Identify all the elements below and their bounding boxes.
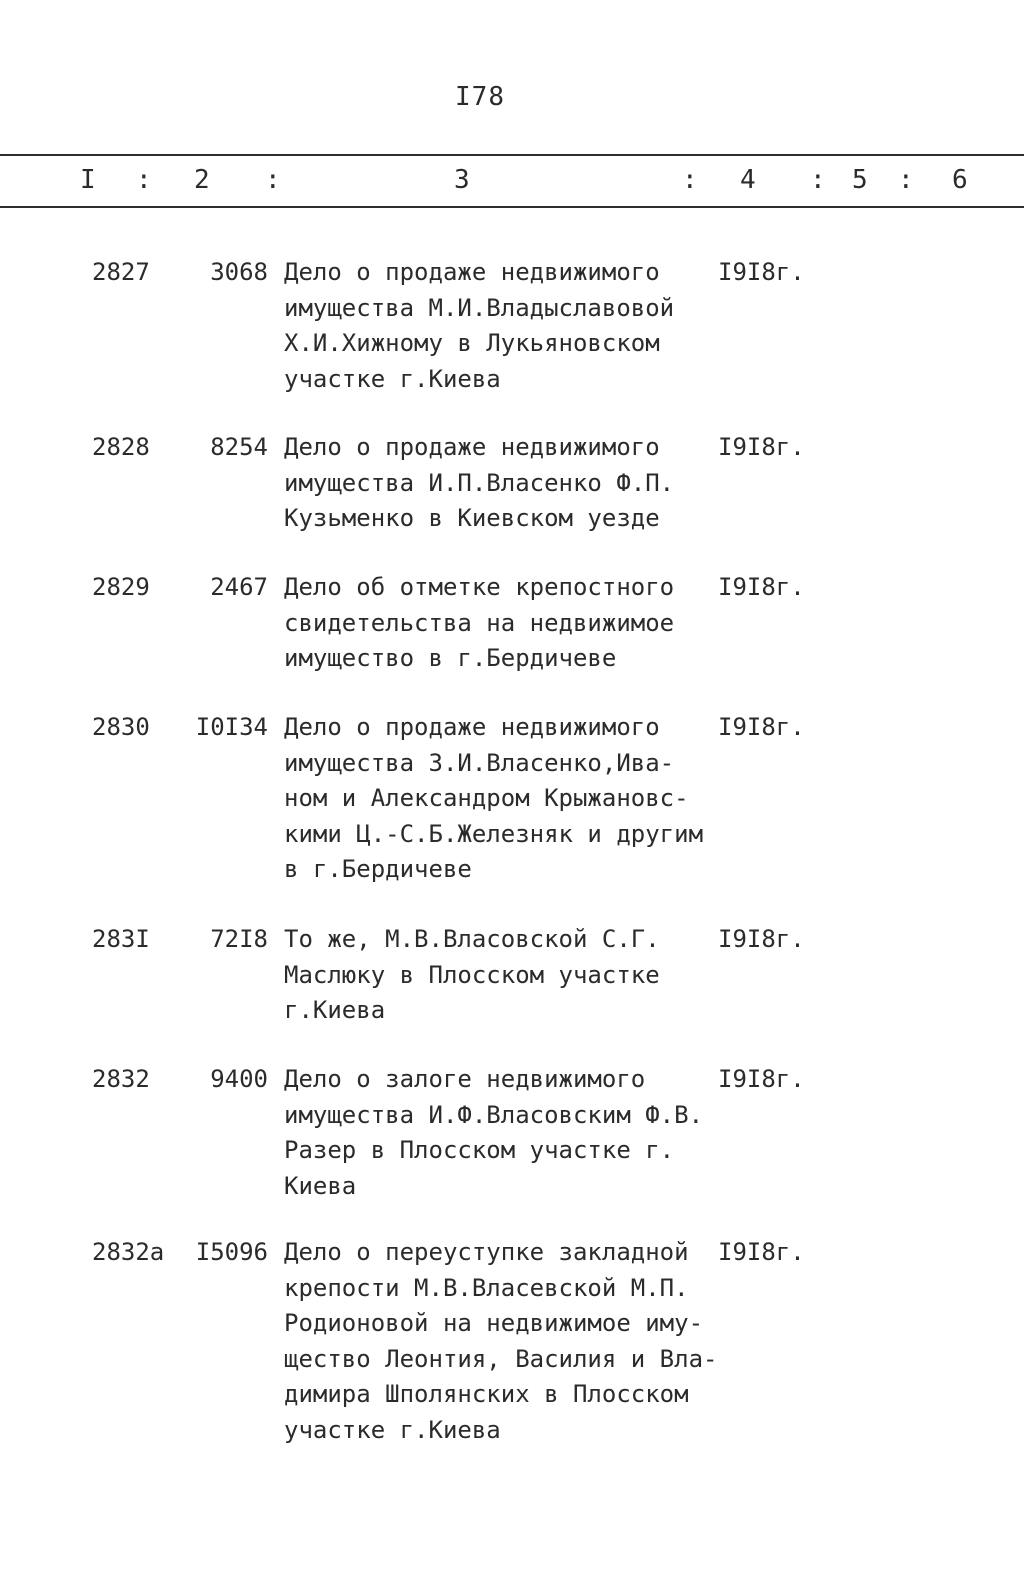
- record-title: [284, 922, 724, 1029]
- record-title-line: имущество в г.Бердичеве: [284, 644, 617, 672]
- record-title-line: участке г.Киева: [284, 364, 501, 393]
- record-title-line: Х.И.Хижному в Лукьяновском: [284, 329, 660, 357]
- column-header-4: 4: [740, 165, 756, 195]
- record-date: I9I8г.: [718, 1065, 805, 1093]
- record-number: 283I: [92, 925, 150, 953]
- record-title-line: Дело о продаже недвижимого: [284, 433, 660, 461]
- record-date: I9I8г.: [718, 433, 805, 461]
- record-title: [284, 710, 724, 888]
- record-title-line: Дело о переуступке закладной: [284, 1238, 689, 1266]
- record-title-line: участке г.Киева: [284, 1415, 501, 1444]
- record-title-line: имущества М.И.Владыславовой: [284, 293, 675, 322]
- record-number: 2829: [92, 573, 150, 601]
- record-title-line: димира Шполянских в Плосском: [284, 1380, 689, 1408]
- record-unit-number: 8254: [210, 433, 268, 461]
- record-number: 2827: [92, 258, 150, 286]
- record-title-line: Разер в Плосском участке г.: [284, 1136, 675, 1164]
- record-title-line: в г.Бердичеве: [284, 855, 472, 883]
- record-number: 2832: [92, 1065, 150, 1093]
- record-title-line: щество Леонтия, Василия и Вла-: [284, 1344, 718, 1373]
- record-number: 2828: [92, 433, 150, 461]
- record-title-line: имущества И.П.Власенко Ф.П.: [284, 468, 675, 497]
- record-date: I9I8г.: [718, 713, 805, 741]
- header-top-rule: [0, 154, 1024, 156]
- column-header-2: 2: [194, 165, 210, 195]
- record-title-line: крепости М.В.Власевской М.П.: [284, 1273, 689, 1302]
- record-unit-number: 2467: [210, 573, 268, 601]
- column-separator: :: [810, 165, 826, 195]
- record-title-line: Кузьменко в Киевском уезде: [284, 504, 660, 532]
- record-title: [284, 430, 724, 537]
- record-unit-number: 9400: [210, 1065, 268, 1093]
- record-title-line: Родионовой на недвижимое иму-: [284, 1309, 704, 1337]
- record-unit-number: I0I34: [195, 713, 268, 741]
- record-title-line: Дело об отметке крепостного: [284, 573, 675, 601]
- record-title-line: Дело о продаже недвижимого: [284, 713, 660, 741]
- record-title-line: имущества З.И.Власенко,Ива-: [284, 748, 675, 777]
- column-separator: :: [682, 165, 698, 195]
- record-title-line: Киева: [284, 1171, 357, 1200]
- record-title-line: Дело о залоге недвижимого: [284, 1065, 646, 1093]
- record-title-line: г.Киева: [284, 996, 386, 1024]
- column-separator: :: [265, 165, 281, 195]
- record-title: [284, 255, 724, 397]
- record-date: I9I8г.: [718, 1238, 805, 1266]
- record-title: [284, 570, 724, 677]
- record-unit-number: I5096: [195, 1238, 268, 1266]
- record-title-line: Дело о продаже недвижимого: [284, 258, 660, 286]
- column-separator: :: [898, 165, 914, 195]
- column-separator: :: [136, 165, 152, 195]
- column-header-1: I: [80, 165, 96, 195]
- record-title: [284, 1235, 724, 1448]
- page-number: I78: [455, 82, 505, 112]
- column-header-3: 3: [454, 165, 470, 195]
- record-date: I9I8г.: [718, 573, 805, 601]
- record-number: 2832а: [92, 1238, 165, 1266]
- record-number: 2830: [92, 713, 150, 741]
- record-title-line: Маслюку в Плосском участке: [284, 960, 660, 989]
- header-bottom-rule: [0, 206, 1024, 208]
- record-date: I9I8г.: [718, 258, 805, 286]
- record-title-line: То же, М.В.Власовской С.Г.: [284, 925, 660, 953]
- column-header-5: 5: [852, 165, 868, 195]
- record-title-line: кими Ц.-С.Б.Железняк и другим: [284, 819, 704, 848]
- record-unit-number: 3068: [210, 258, 268, 286]
- record-title-line: имущества И.Ф.Власовским Ф.В.: [284, 1100, 704, 1129]
- record-date: I9I8г.: [718, 925, 805, 953]
- record-title-line: свидетельства на недвижимое: [284, 608, 675, 637]
- record-title: [284, 1062, 724, 1204]
- record-unit-number: 72I8: [210, 925, 268, 953]
- column-header-6: 6: [952, 165, 968, 195]
- record-title-line: ном и Александром Крыжановс-: [284, 784, 689, 812]
